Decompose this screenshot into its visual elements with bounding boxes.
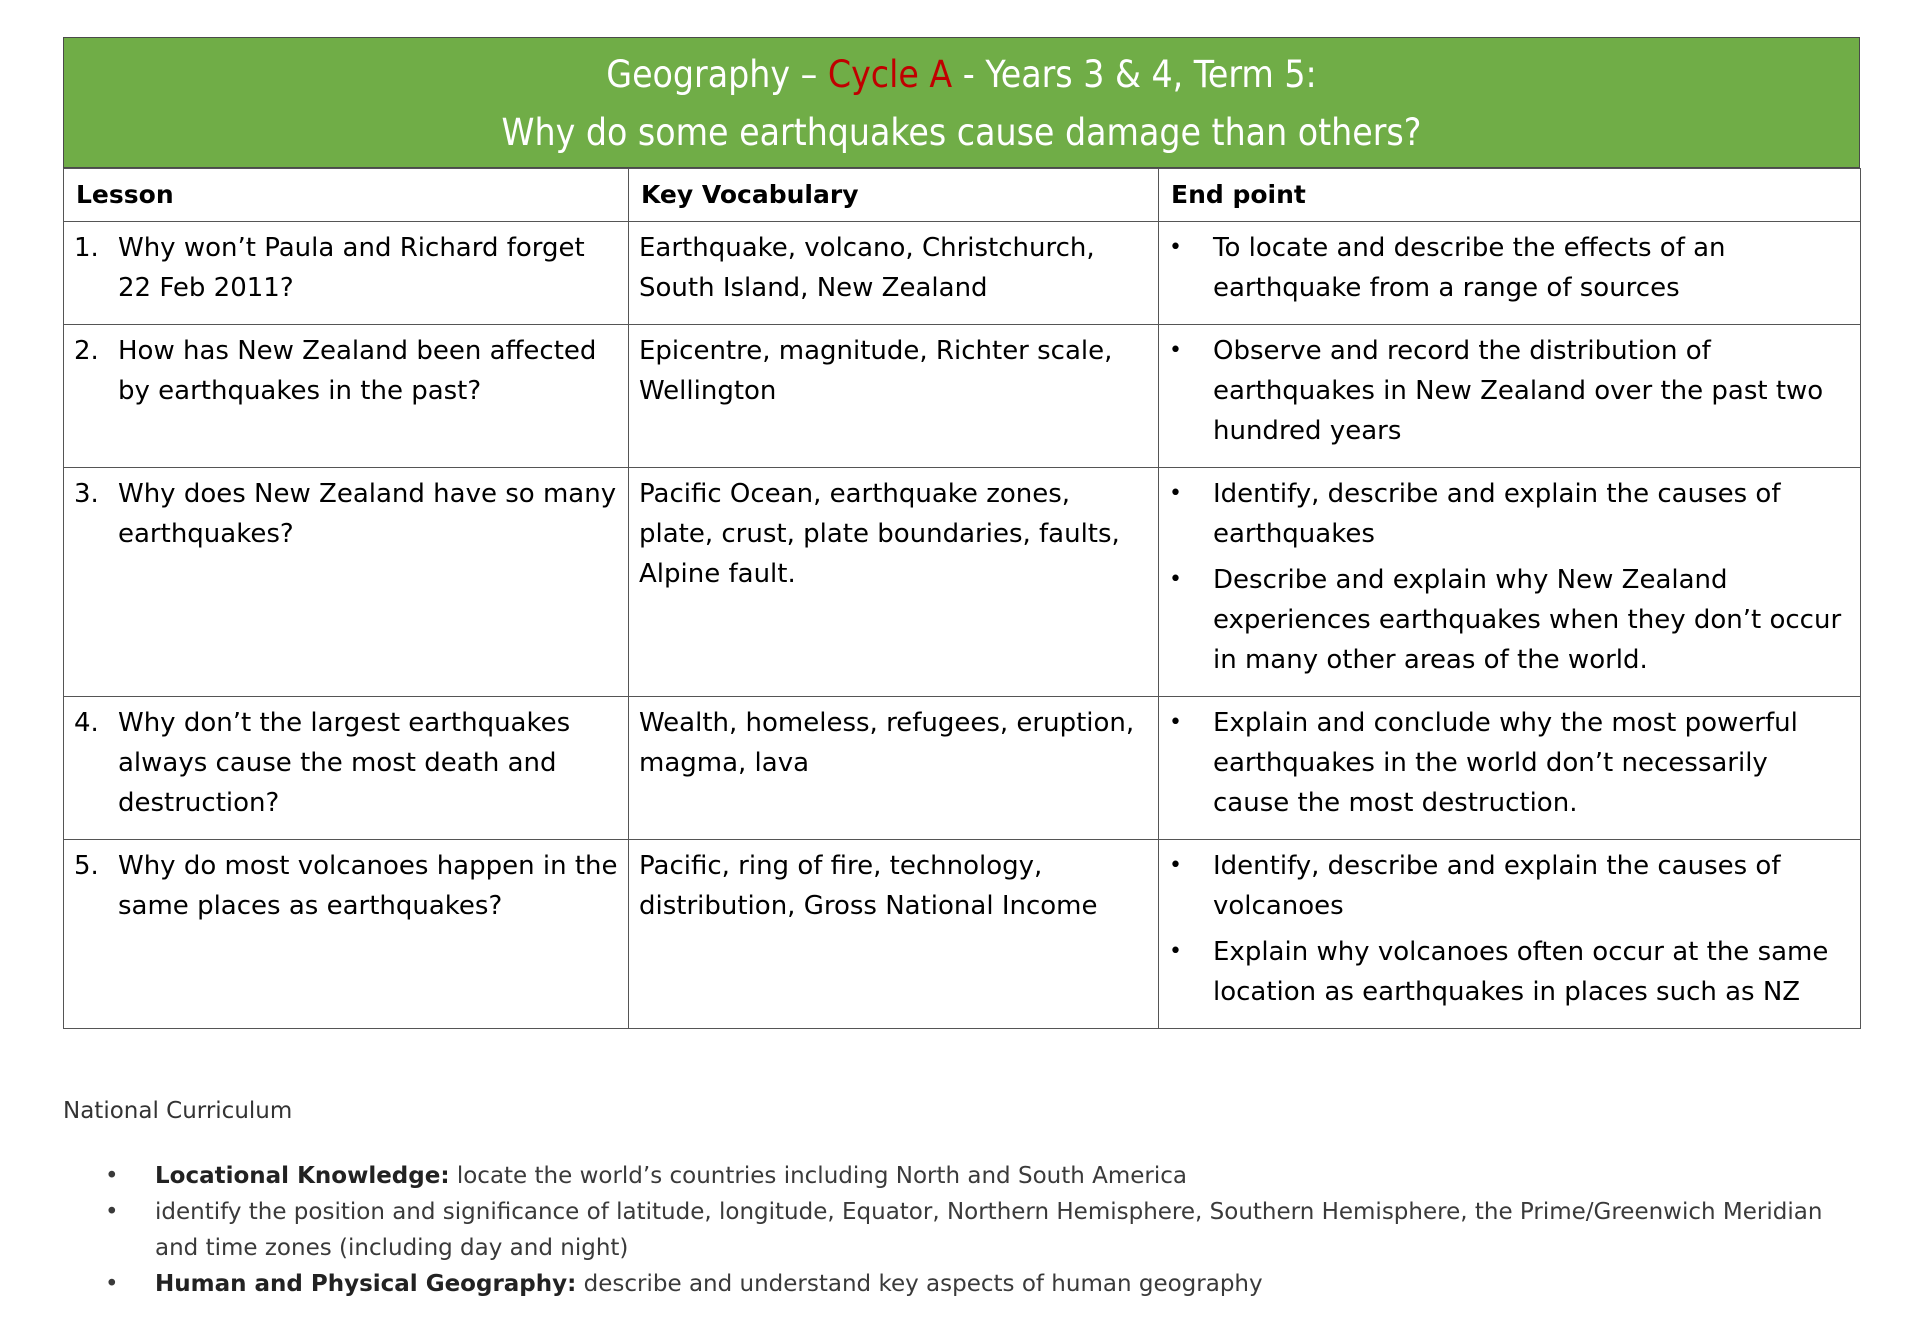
bullet-icon: • bbox=[1169, 939, 1182, 964]
bullet-icon: • bbox=[1169, 481, 1182, 506]
title-banner bbox=[63, 37, 1860, 168]
lesson-number: 5. bbox=[74, 851, 99, 881]
lesson-cell bbox=[64, 222, 629, 325]
lesson-cell bbox=[64, 840, 629, 1029]
vocab-cell: Pacific, ring of fire, technology, distribution, Gross National Income bbox=[629, 840, 1159, 1029]
bullet-icon: • bbox=[1169, 853, 1182, 878]
lesson-question: Why don’t the largest earthquakes always cause the most death and destruction? bbox=[118, 708, 571, 818]
lesson-number: 3. bbox=[74, 479, 99, 509]
national-curriculum-list bbox=[105, 1158, 1865, 1302]
endpoint-text: Observe and record the distribution of earthquakes in New Zealand over the past two hundred years bbox=[1213, 336, 1824, 446]
table-row bbox=[64, 325, 1861, 468]
item-label: Human and Physical Geography: bbox=[155, 1271, 577, 1297]
bullet-icon: • bbox=[105, 1163, 119, 1189]
vocab-cell: Pacific Ocean, earthquake zones, plate, crust, plate boundaries, faults, Alpine fault. bbox=[629, 468, 1159, 697]
endpoint-cell bbox=[1159, 325, 1861, 468]
lesson-table bbox=[63, 168, 1861, 1029]
vocab-cell: Wealth, homeless, refugees, eruption, magma, lava bbox=[629, 697, 1159, 840]
endpoint-item bbox=[1169, 703, 1850, 823]
endpoint-text: Identify, describe and explain the causes of earthquakes bbox=[1213, 479, 1781, 549]
table-header-row bbox=[64, 169, 1861, 222]
endpoint-text: Identify, describe and explain the causes of volcanoes bbox=[1213, 851, 1781, 921]
bullet-icon: • bbox=[1169, 710, 1182, 735]
bullet-icon: • bbox=[1169, 235, 1182, 260]
lesson-number: 1. bbox=[74, 233, 99, 263]
page-title bbox=[64, 46, 1859, 104]
column-header-end-point: End point bbox=[1159, 169, 1861, 222]
title-subject: Geography – bbox=[606, 53, 828, 96]
endpoint-text: To locate and describe the effects of an earthquake from a range of sources bbox=[1213, 233, 1726, 303]
vocab-cell: Earthquake, volcano, Christchurch, South Island, New Zealand bbox=[629, 222, 1159, 325]
endpoint-text: Explain and conclude why the most powerful earthquakes in the world don’t necessarily cause the most destruction. bbox=[1213, 708, 1798, 818]
bullet-icon: • bbox=[1169, 567, 1182, 592]
table-row bbox=[64, 468, 1861, 697]
curriculum-sheet bbox=[63, 37, 1860, 1029]
endpoint-item bbox=[1169, 331, 1850, 451]
column-header-lesson: Lesson bbox=[64, 169, 629, 222]
lesson-cell bbox=[64, 325, 629, 468]
table-row bbox=[64, 222, 1861, 325]
endpoint-cell bbox=[1159, 840, 1861, 1029]
title-cycle: Cycle A bbox=[827, 53, 953, 96]
table-row bbox=[64, 840, 1861, 1029]
national-curriculum-heading: National Curriculum bbox=[63, 1098, 293, 1124]
bullet-icon: • bbox=[105, 1199, 119, 1225]
endpoint-cell bbox=[1159, 222, 1861, 325]
list-item bbox=[105, 1158, 1865, 1194]
title-years-term: - Years 3 & 4, Term 5: bbox=[952, 53, 1317, 96]
lesson-cell bbox=[64, 468, 629, 697]
lesson-number: 2. bbox=[74, 336, 99, 366]
lesson-question: Why does New Zealand have so many earthquakes? bbox=[118, 479, 617, 549]
endpoint-item bbox=[1169, 228, 1850, 308]
bullet-icon: • bbox=[1169, 338, 1182, 363]
bullet-icon: • bbox=[105, 1271, 119, 1297]
endpoint-text: Explain why volcanoes often occur at the same location as earthquakes in places such as NZ bbox=[1213, 937, 1829, 1007]
lesson-question: How has New Zealand been affected by earthquakes in the past? bbox=[118, 336, 597, 406]
lesson-question: Why won’t Paula and Richard forget 22 Feb 2011? bbox=[118, 233, 585, 303]
endpoint-item bbox=[1169, 846, 1850, 926]
list-item bbox=[105, 1266, 1865, 1302]
table-row bbox=[64, 697, 1861, 840]
vocab-cell: Epicentre, magnitude, Richter scale, Wellington bbox=[629, 325, 1159, 468]
lesson-number: 4. bbox=[74, 708, 99, 738]
endpoint-cell bbox=[1159, 697, 1861, 840]
lesson-question: Why do most volcanoes happen in the same places as earthquakes? bbox=[118, 851, 618, 921]
endpoint-text: Describe and explain why New Zealand experiences earthquakes when they don’t occur in many other areas of the world. bbox=[1213, 565, 1842, 675]
endpoint-cell bbox=[1159, 468, 1861, 697]
endpoint-item bbox=[1169, 474, 1850, 554]
list-item bbox=[105, 1194, 1865, 1266]
page-subtitle: Why do some earthquakes cause damage than others? bbox=[501, 111, 1422, 154]
item-label: Locational Knowledge: bbox=[155, 1163, 450, 1189]
item-text: describe and understand key aspects of human geography bbox=[576, 1271, 1263, 1297]
item-text: locate the world’s countries including North and South America bbox=[449, 1163, 1188, 1189]
endpoint-item bbox=[1169, 932, 1850, 1012]
endpoint-item bbox=[1169, 560, 1850, 680]
item-text: identify the position and significance of latitude, longitude, Equator, Northern Hemisphere, Southern Hemisphere, the Prime/Greenwich Meridian and time zones (including day and night) bbox=[155, 1199, 1823, 1261]
lesson-cell bbox=[64, 697, 629, 840]
column-header-vocabulary: Key Vocabulary bbox=[629, 169, 1159, 222]
